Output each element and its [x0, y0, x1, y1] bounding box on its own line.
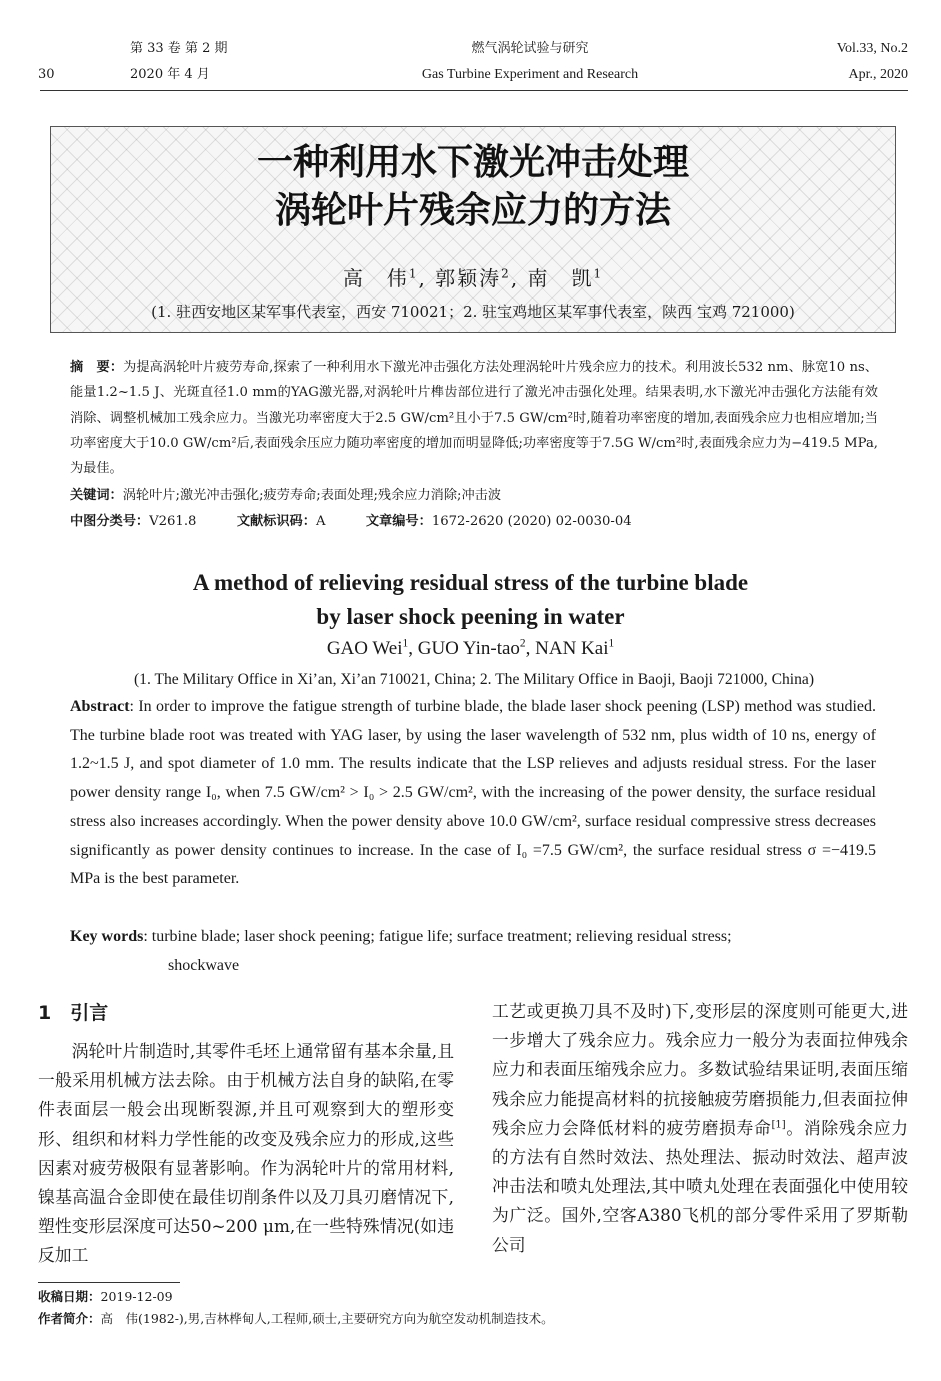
keywords-cn [70, 483, 878, 508]
abstract-en-text: : In order to improve the fatigue strength of turbine blade, the blade laser shock peening (LSP) method was studied. The turbine blade root was treated with YAG laser, by using the laser wavelength of 532 nm, plus width of 10 ns, energy of 1.2~1.5 J, and spot diameter of 1.0 mm. The results indicate that the LSP relieves and adjusts residual stress. For the laser power density range I₀, when 7.5 GW/cm² > I₀ > 2.5 GW/cm², with the increasing of the power density, the surface residual stress also increases accordingly. When the power density above 10.0 GW/cm², surface residual compressive stress decreases significantly as power density continues to increase. In the case of I₀ =7.5 GW/cm², the surface residual stress σ =−419.5 MPa is the best parameter. [70, 698, 876, 888]
keywords-en [70, 923, 876, 980]
section-heading: 1 引言 [38, 1002, 109, 1024]
title-box [50, 126, 896, 333]
authors-cn [51, 265, 895, 291]
volume-issue-cn: 第 33 卷 第 2 期 [130, 41, 228, 56]
author-affil-sup: 1 [608, 637, 615, 650]
abstract-en [70, 693, 876, 894]
author-separator: , [510, 266, 520, 290]
article-no-label: 文章编号： [365, 514, 432, 529]
body-right-text-2: 。消除残余应力的方法有自然时效法、热处理法、振动时效法、超声波冲击法和喷丸处理法,其中喷丸处理在表面强化中使用较为广泛。国外,空客A380飞机的部分零件采用了罗斯勒公司 [492, 1117, 908, 1255]
author-cn: 南 凯 [527, 266, 594, 290]
author-separator: , [418, 266, 427, 290]
body-right-text-1: 工艺或更换刀具不及时)下,变形层的深度则可能更大,进一步增大了残余应力。残余应力一般分为表面拉伸残余应力和表面压缩残余应力。多数试验结果证明,表面压缩残余应力能提高材料的抗接触疲劳磨损能力,但表面拉伸残余应力会降低材料的疲劳磨损寿命 [492, 1001, 908, 1138]
author-affil-sup: 1 [402, 637, 409, 650]
received-date [38, 1287, 173, 1307]
journal-name-en: Gas Turbine Experiment and Research [421, 67, 639, 82]
affiliation-cn: (1. 驻西安地区某军事代表室，西安 710021；2. 驻宝鸡地区某军事代表室，陕西 宝鸡 721000) [151, 303, 795, 321]
abstract-cn-text: 为提高涡轮叶片疲劳寿命,探索了一种利用水下激光冲击强化方法处理涡轮叶片残余应力的技术。利用波长532 nm、脉宽10 ns、能量1.2~1.5 J、光斑直径1.0 mm的YAG激光器,对涡轮叶片榫齿部位进行了激光冲击强化处理。结果表明,水下激光冲击强化方法能有效消除、调整机械加工残余应力。当激光功率密度大于2.5 GW/cm²且小于7.5 GW/cm²时,随着功率密度的增加,表面残余应力也相应增加;当功率密度大于10.0 GW/cm²后,表面残余压应力随功率密度的增加而明显降低;功率密度等于7.5G W/cm²时,表面残余应力为−419.5 MPa,为最佳。 [70, 360, 878, 477]
classification-line [70, 509, 878, 534]
title-en-line1: A method of relieving residual stress of the turbine blade [192, 570, 749, 595]
abstract-cn [70, 355, 878, 481]
page-number: 30 [38, 67, 55, 82]
body-right-column [492, 997, 908, 1260]
keywords-en-line1: : turbine blade; laser shock peening; fatigue life; surface treatment; relieving residual stress; [143, 928, 732, 945]
author-en: GAO Wei [326, 638, 403, 659]
authors-en: GAO Wei$^1$, GUO Yin-tao$^2$, NAN Kai$^1$ [326, 637, 615, 659]
author-affil-sup: 2 [501, 266, 511, 281]
abstract-cn-label: 摘 要： [70, 360, 124, 375]
author-bio [38, 1309, 554, 1329]
author-cn: 高 伟 [342, 266, 409, 290]
citation-ref: [1] [771, 1119, 786, 1131]
doc-code-label: 文献标识码： [236, 514, 316, 529]
article-no-value: 1672-2620 (2020) 02-0030-04 [431, 514, 632, 529]
keywords-en-line2: shockwave [168, 956, 240, 974]
author-bio-label: 作者简介： [38, 1311, 101, 1326]
author-affil-sup: 1 [408, 266, 419, 281]
volume-issue-en: Vol.33, No.2 [836, 41, 908, 56]
date-cn: 2020 年 4 月 [130, 67, 210, 82]
title-cn-line1: 一种利用水下激光冲击处理 [256, 142, 689, 183]
journal-name-cn: 燃气涡轮试验与研究 [471, 41, 589, 56]
keywords-cn-label: 关键词： [70, 488, 123, 503]
title-en-line2: by laser shock peening in water [316, 604, 625, 629]
footnote-rule [38, 1282, 180, 1283]
doc-code-value: A [315, 514, 326, 529]
keywords-cn-text: 涡轮叶片;激光冲击强化;疲劳寿命;表面处理;残余应力消除;冲击波 [122, 488, 502, 503]
received-value: 2019-12-09 [100, 1289, 173, 1304]
affiliation-en: (1. The Military Office in Xi’an, Xi’an 710021, China; 2. The Military Office in Baoji, Baoji 721000, China) [133, 671, 815, 688]
received-label: 收稿日期： [38, 1289, 101, 1304]
author-affil-sup: 2 [519, 637, 526, 650]
author-bio-text: 高 伟(1982-),男,吉林桦甸人,工程师,硕士,主要研究方向为航空发动机制造技术。 [100, 1311, 554, 1326]
date-en: Apr., 2020 [848, 67, 908, 82]
author-en: GUO Yin-tao [417, 638, 520, 659]
title-cn-line2: 涡轮叶片残余应力的方法 [274, 190, 671, 231]
abstract-en-label: Abstract [70, 698, 130, 715]
keywords-en-label: Key words [70, 928, 144, 945]
header-rule [40, 90, 908, 91]
author-en: NAN Kai [535, 638, 609, 659]
author-cn: 郭颖涛 [435, 266, 502, 290]
clc-label: 中图分类号： [70, 514, 150, 529]
author-affil-sup: 1 [593, 266, 604, 281]
clc-value: V261.8 [149, 514, 197, 529]
body-left-column: 涡轮叶片制造时,其零件毛坯上通常留有基本余量,且一般采用机械方法去除。由于机械方法自身的缺陷,在零件表面层一般会出现断裂源,并且可观察到大的塑形变形、组织和材料力学性能的改变及残余应力的形成,这些因素对疲劳极限有显著影响。作为涡轮叶片的常用材料,镍基高温合金即使在最佳切削条件以及刀具刃磨情况下,塑性变形层深度可达50~200 μm,在一些特殊情况(如违反加工 [38, 1041, 454, 1266]
